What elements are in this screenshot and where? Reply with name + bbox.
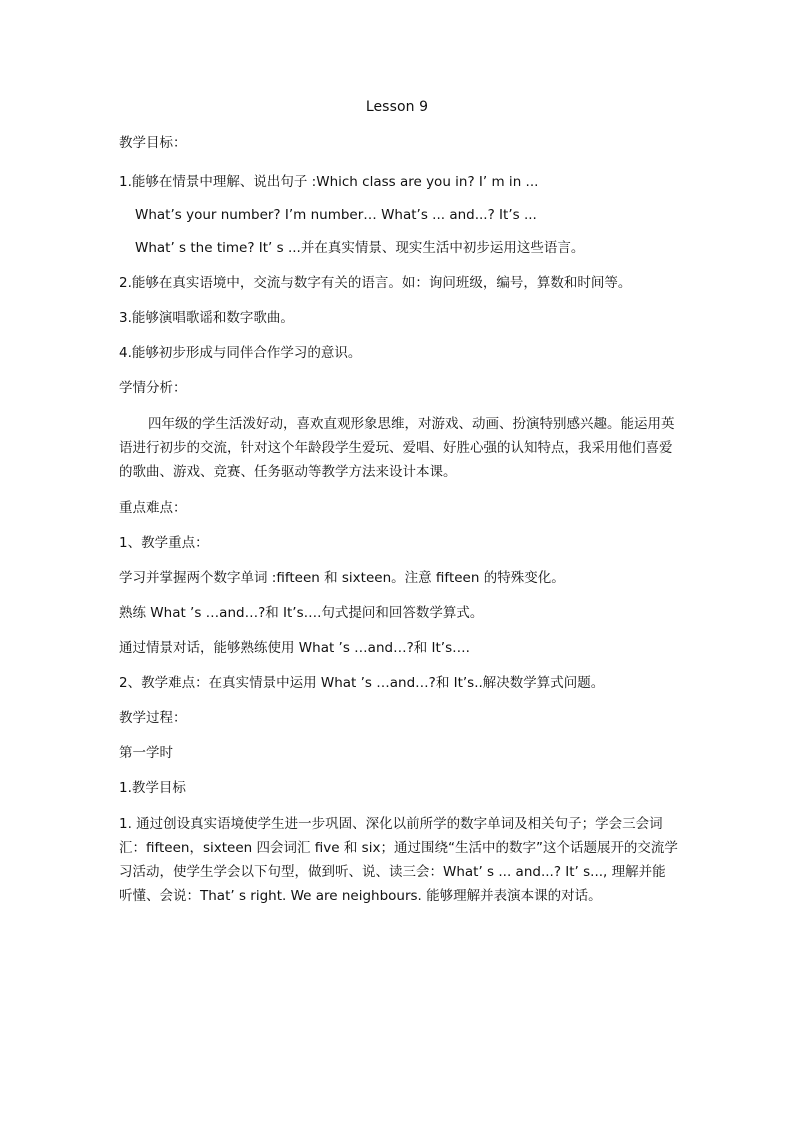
objective-4: 4.能够初步形成与同伴合作学习的意识。 — [119, 345, 362, 361]
section-heading-objectives: 教学目标： — [119, 135, 187, 151]
section-heading-teaching-process: 教学过程： — [119, 710, 187, 726]
focus-item-1: 学习并掌握两个数字单词 :fifteen 和 sixteen。注意 fifteen 的特殊变化。 — [119, 570, 565, 586]
objective-1: 1.能够在情景中理解、说出句子 :Which class are you in? I’ m in ... — [119, 174, 539, 190]
section-heading-learner-analysis: 学情分析： — [119, 380, 187, 396]
subheading-teaching-focus: 1、教学重点： — [119, 535, 209, 551]
objective-1-line-2: What’s your number? I’m number… What’s ... and...? It’s ... — [135, 207, 537, 223]
section-heading-key-points: 重点难点： — [119, 500, 187, 516]
focus-item-3: 通过情景对话，能够熟练使用 What ’s …and…?和 It’s…. — [119, 640, 470, 656]
teaching-difficulty: 2、教学难点：在真实情景中运用 What ’s …and…?和 It’s..解决数学算式问题。 — [119, 675, 605, 691]
focus-item-2: 熟练 What ’s …and…?和 It’s….句式提问和回答数学算式。 — [119, 605, 484, 621]
document-body — [119, 132, 679, 908]
objective-1-line-3: What’ s the time? It’ s ...并在真实情景、现实生活中初步运用这些语言。 — [135, 240, 585, 256]
document-title: Lesson 9 — [365, 99, 429, 115]
first-session: 第一学时 — [119, 745, 173, 761]
session-objective-paragraph: 1. 通过创设真实语境使学生进一步巩固、深化以前所学的数字单词及相关句子；学会三会词汇：fifteen，sixteen 四会词汇 five 和 six；通过围绕“生活中的数字”这个话题展开的交流学习活动，使学生学会以下句型，做到听、说、读三会：What’ s ... and...? It’ s..., 理解并能听懂、会说：That’ s right. We are neighbours. 能够理解并表演本课的对话。 — [119, 816, 678, 904]
learner-analysis-paragraph: 四年级的学生活泼好动，喜欢直观形象思维，对游戏、动画、扮演特别感兴趣。能运用英语进行初步的交流，针对这个年龄段学生爱玩、爱唱、好胜心强的认知特点，我采用他们喜爱的歌曲、游戏、竞赛、任务驱动等教学方法来设计本课。 — [119, 416, 675, 480]
objective-3: 3.能够演唱歌谣和数字歌曲。 — [119, 310, 294, 326]
objective-2: 2.能够在真实语境中，交流与数字有关的语言。如：询问班级，编号，算数和时间等。 — [119, 275, 632, 291]
session-objective-heading: 1.教学目标 — [119, 780, 186, 796]
